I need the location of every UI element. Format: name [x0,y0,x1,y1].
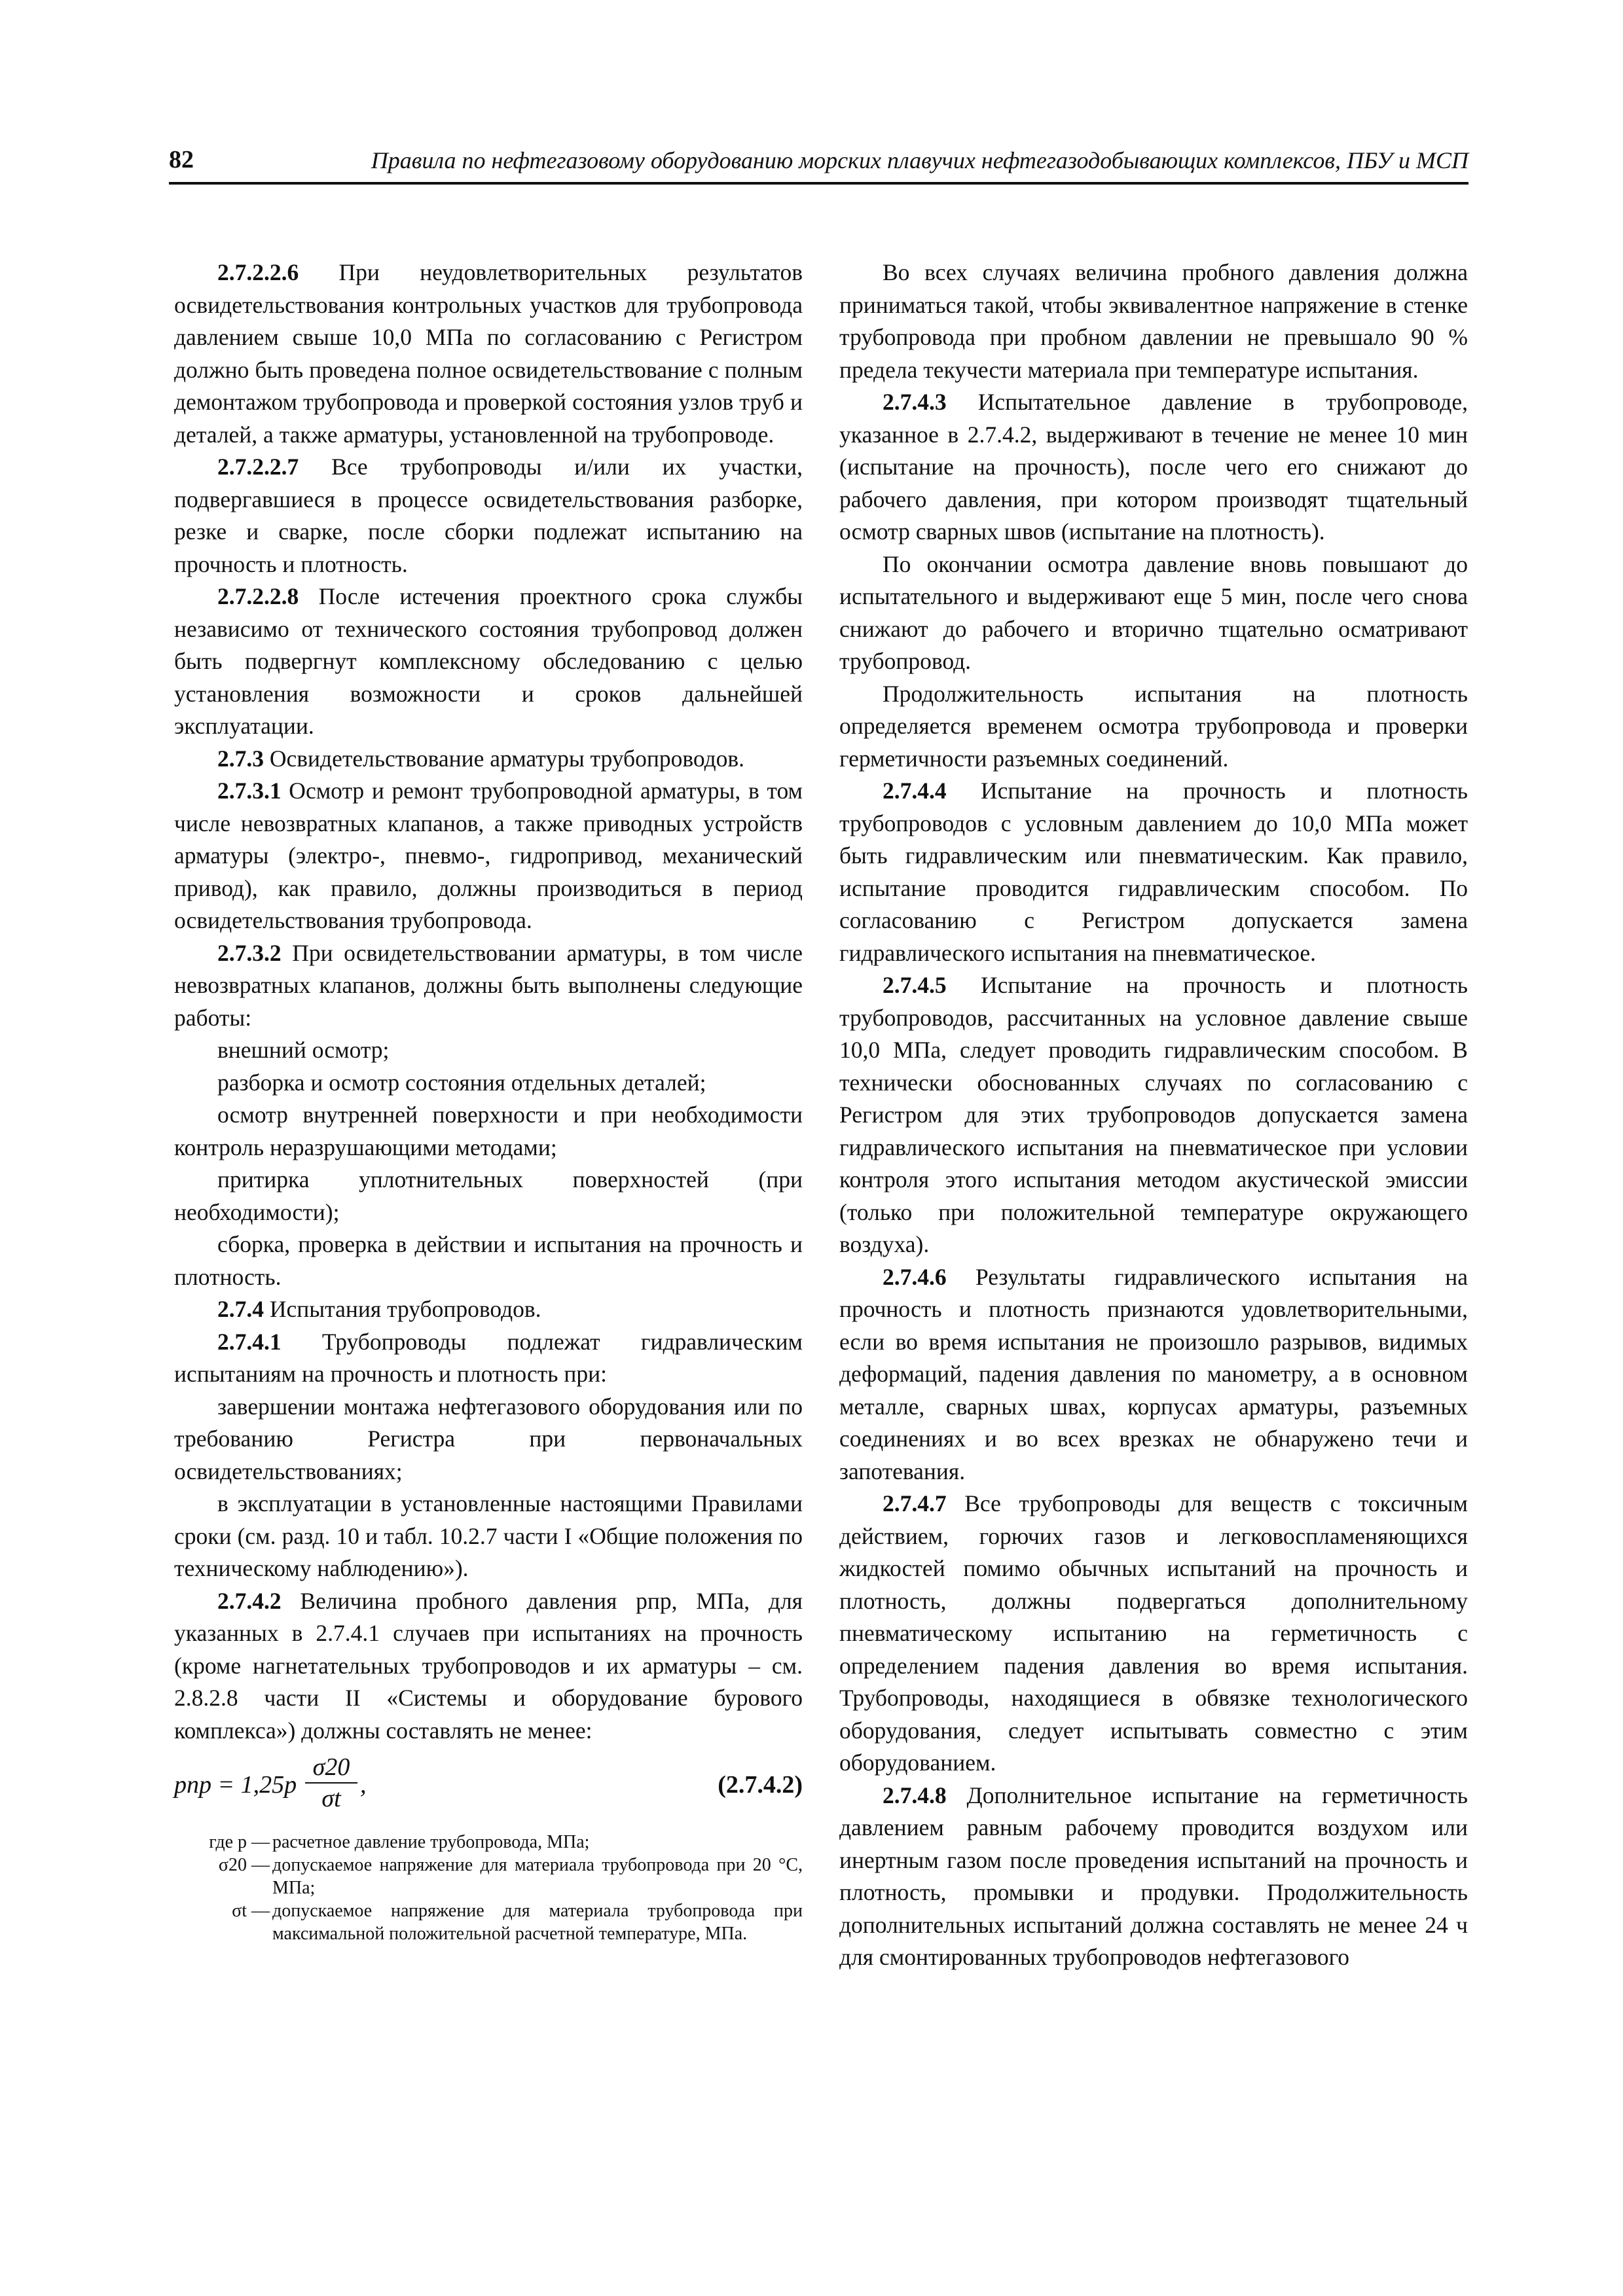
paragraph-2-7-3-2 [174,937,803,1035]
clause-text: При неудовлетворительных результатов освидетельствования контрольных участков для трубопровода давлением свыше 10,0 МПа по согласованию с Регистром должно быть проведена полное освидетельствование с полным демонтажом трубопровода и проверкой состояния узлов труб и деталей, а также арматуры, установленной на трубопроводе. [174,259,803,448]
heading-2-7-3 [174,743,803,776]
clause-text: Освидетельствование арматуры трубопроводов. [264,745,745,772]
clause-text: При освидетельствовании арматуры, в том числе невозвратных клапанов, должны быть выполнены следующие работы: [174,939,803,1031]
paragraph: По окончании осмотра давление вновь повышают до испытательного и выдерживают еще 5 мин, после чего снова снижают до рабочего и вторично тщательно осматривают трубопровод. [839,550,1468,674]
clause-number: 2.7.3.2 [217,939,282,966]
legend-row [174,1831,803,1854]
paragraph-2-7-2-2-7 [174,451,803,581]
paragraph-2-7-4-8 [839,1780,1468,1974]
paragraph-2-7-2-2-6 [174,257,803,451]
legend-symbol: σt — [232,1901,270,1921]
clause-text: Величина пробного давления pпр, МПа, для указанных в 2.7.4.1 случаев при испытаниях на прочность (кроме нагнетательных трубопроводов и их арматуры – см. 2.8.2.8 части II «Системы и оборудование бурового комплекса») должны составлять не менее: [174,1587,803,1744]
list-item: осмотр внутренней поверхности и при необходимости контроль неразрушающими методами; [174,1102,803,1160]
paragraph-2-7-4-5 [839,969,1468,1261]
clause-number: 2.7.3.1 [217,778,282,804]
clause-text: Трубопроводы подлежат гидравлическим испытаниям на прочность и плотность при: [174,1328,803,1387]
paragraph-2-7-4-2 [174,1585,803,1748]
clause-text: Осмотр и ремонт трубопроводной арматуры, в том числе невозвратных клапанов, а также приводных устройств арматуры (электро-, пневмо-, гидропривод, механический привод), как правило, должны производиться в период освидетельствования трубопровода. [174,778,803,933]
paragraph-2-7-4-1 [174,1326,803,1391]
legend-description: допускаемое напряжение для материала трубопровода при 20 °С, МПа; [272,1855,803,1898]
clause-number: 2.7.4.8 [883,1782,947,1808]
clause-text: Испытания трубопроводов. [264,1296,541,1322]
formula-fraction [305,1752,357,1814]
paragraph: Во всех случаях величина пробного давления должна приниматься такой, чтобы эквивалентное напряжение в стенке трубопровода при пробном давлении не превышало 90 % предела текучести материала при температуре испытания. [839,259,1468,383]
paragraph-2-7-4-3 [839,386,1468,548]
paragraph-2-7-4-6 [839,1261,1468,1488]
legend-row [174,1854,803,1899]
list-item: завершении монтажа нефтегазового оборудования или по требованию Регистра при первоначальных освидетельствованиях; [174,1393,803,1484]
page-header [169,145,1468,185]
clause-number: 2.7.2.2.6 [217,259,299,285]
formula-comma: , [360,1771,367,1799]
formula-lhs: pпр = 1,25p [174,1771,297,1799]
right-column [839,257,1468,1974]
clause-number: 2.7.4 [217,1296,264,1322]
clause-text: Результаты гидравлического испытания на прочность и плотность признаются удовлетворительными, если во время испытания не произошло разрывов, видимых деформаций, падения давления по манометру, а в основном металле, сварных швах, корпусах арматуры, разъемных соединениях и во всех врезках не обнаружено течи и запотевания. [839,1263,1468,1484]
paragraph-2-7-4-4 [839,775,1468,969]
list-item: притирка уплотнительных поверхностей (при необходимости); [174,1166,803,1225]
clause-text: Все трубопроводы и/или их участки, подвергавшиеся в процессе освидетельствования разборке, резке и сварке, после сборки подлежат испытанию на прочность и плотность. [174,454,803,577]
formula-legend [174,1831,803,1945]
formula-denominator: σt [321,1785,341,1812]
page-number: 82 [169,146,194,173]
clause-number: 2.7.4.5 [883,972,947,998]
paragraph: Продолжительность испытания на плотность определяется временем осмотра трубопровода и проверки герметичности разъемных соединений. [839,680,1468,772]
left-column [174,257,803,1945]
clause-number: 2.7.2.2.8 [217,583,299,609]
clause-text: После истечения проектного срока службы независимо от технического состояния трубопровод должен быть подвергнут комплексному обследованию с целью установления возможности и сроков дальнейшей эксплуатации. [174,583,803,739]
heading-2-7-4 [174,1293,803,1326]
legend-description: расчетное давление трубопровода, МПа; [272,1832,590,1852]
clause-number: 2.7.4.4 [883,778,947,804]
legend-symbol: где p — [209,1832,270,1852]
clause-number: 2.7.4.1 [217,1328,282,1355]
clause-number: 2.7.4.3 [883,389,947,415]
clause-text: Дополнительное испытание на герметичность давлением равным рабочему проводится воздухом или инертным газом после проведения испытаний на прочность и плотность, промывки и продувки. Продолжительность дополнительных испытаний должна составлять не менее 24 ч для смонтированных трубопроводов нефтегазового [839,1782,1468,1970]
list-item: в эксплуатации в установленные настоящими Правилами сроки (см. разд. 10 и табл. 10.2.7 части I «Общие положения по техническому наблюдению»). [174,1490,803,1581]
running-title: Правила по нефтегазовому оборудованию морских плавучих нефтегазодобывающих комплексов, ПБУ и МСП [371,147,1468,173]
formula-numerator: σ20 [305,1752,357,1784]
formula-2-7-4-2 [174,1752,803,1824]
clause-text: Испытательное давление в трубопроводе, указанное в 2.7.4.2, выдерживают в течение не менее 10 мин (испытание на прочность), после чего его снижают до рабочего давления, при котором производят тщательный осмотр сварных швов (испытание на плотность). [839,389,1468,545]
clause-number: 2.7.4.7 [883,1490,947,1516]
list-item: сборка, проверка в действии и испытания на прочность и плотность. [174,1231,803,1290]
clause-text: Все трубопроводы для веществ с токсичным действием, горючих газов и легковоспламеняющихся жидкостей помимо обычных испытаний на прочность и плотность, должны подвергаться дополнительному пневматическому испытанию на герметичность с определением падения давления во время испытания. Трубопроводы, находящиеся в обвязке технологического оборудования, следует испытывать совместно с этим оборудованием. [839,1490,1468,1776]
list-item: внешний осмотр; [217,1037,390,1063]
paragraph-2-7-3-1 [174,775,803,937]
legend-symbol: σ20 — [218,1855,270,1875]
clause-number: 2.7.3 [217,745,264,772]
legend-description: допускаемое напряжение для материала трубопровода при максимальной положительной расчетной температуре, МПа. [272,1901,803,1944]
clause-number: 2.7.4.2 [217,1587,282,1614]
paragraph-2-7-4-7 [839,1488,1468,1780]
clause-number: 2.7.4.6 [883,1263,947,1290]
legend-row [174,1899,803,1945]
formula-number: (2.7.4.2) [718,1771,803,1799]
clause-text: Испытание на прочность и плотность трубопроводов с условным давлением до 10,0 МПа может быть гидравлическим или пневматическим. Как правило, испытание проводится гидравлическим способом. По согласованию с Регистром допускается замена гидравлического испытания на пневматическое. [839,778,1468,966]
clause-number: 2.7.2.2.7 [217,454,299,480]
paragraph-2-7-2-2-8 [174,581,803,743]
list-item: разборка и осмотр состояния отдельных деталей; [217,1069,706,1096]
clause-text: Испытание на прочность и плотность трубопроводов, рассчитанных на условное давление свыше 10,0 МПа, следует проводить гидравлическим способом. В технически обоснованных случаях по согласованию с Регистром для этих трубопроводов допускается замена гидравлического испытания на пневматическое при условии контроля этого испытания методом акустической эмиссии (только при положительной температуре окружающего воздуха). [839,972,1468,1257]
